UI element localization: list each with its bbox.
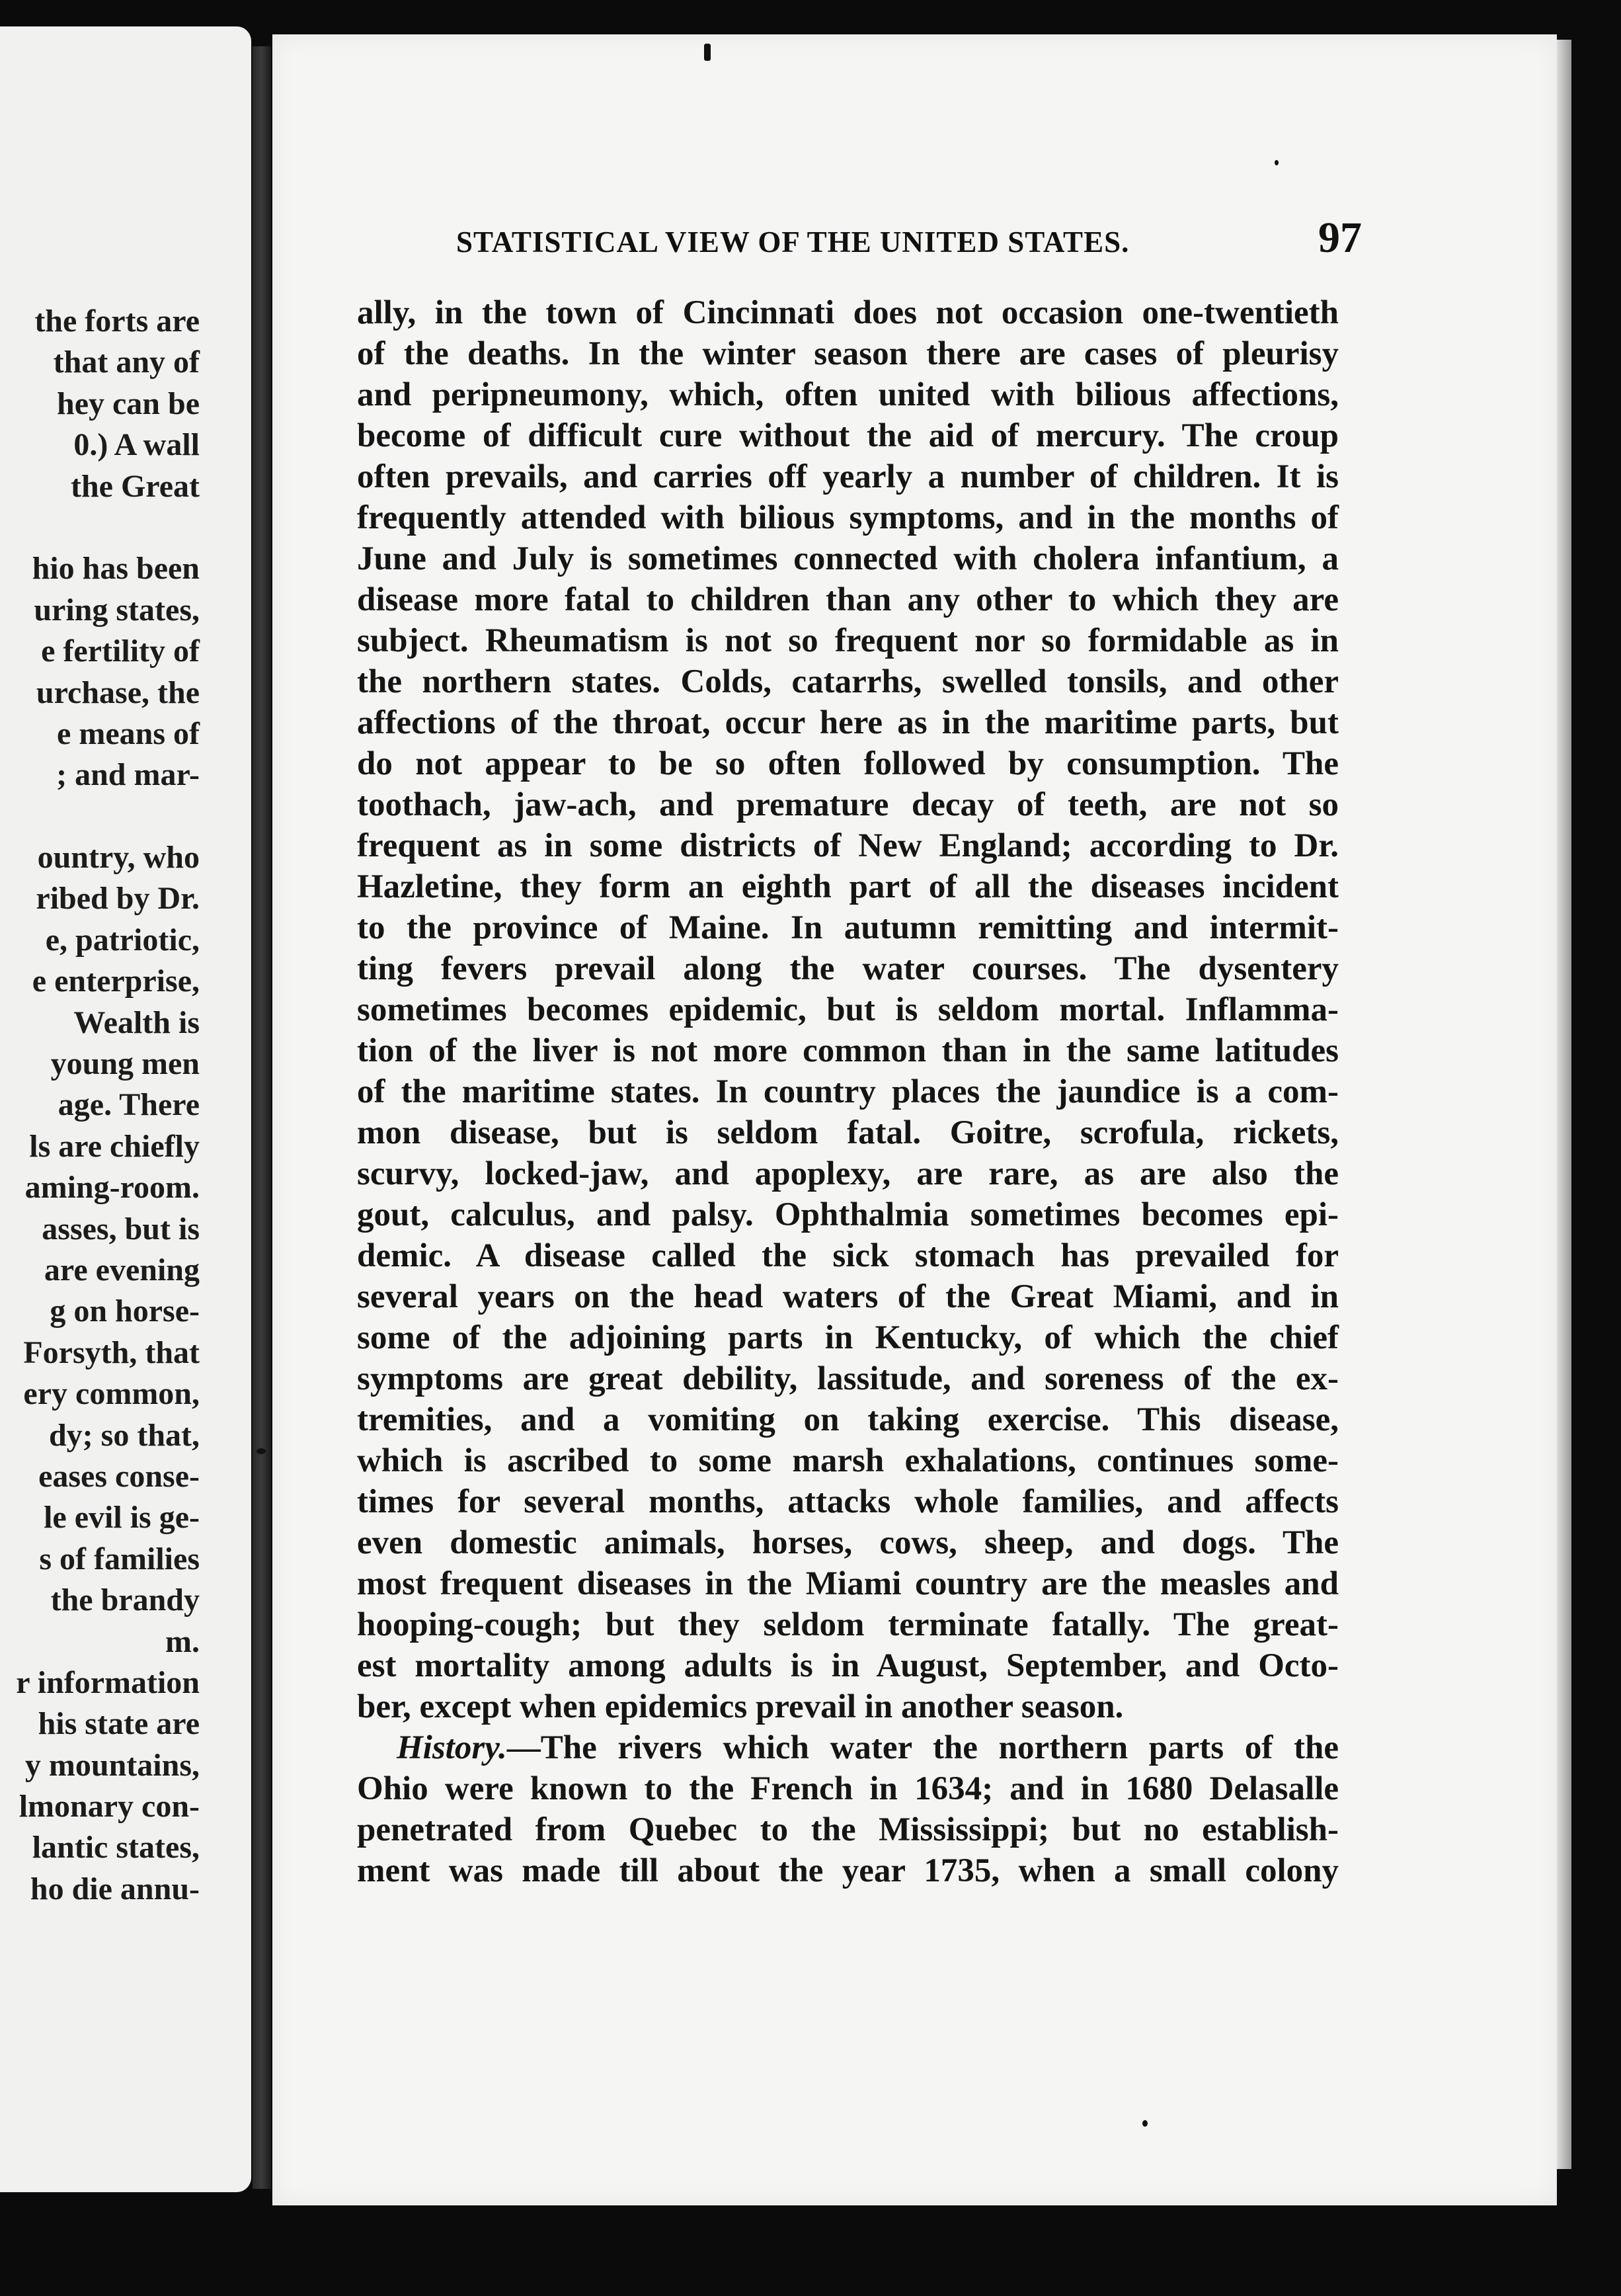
facing-page-fragment: hey can be: [57, 386, 200, 421]
facing-page-fragment: Forsyth, that: [23, 1334, 200, 1370]
body-line: mon disease, but is seldom fatal. Goitre, scrofula, rickets,: [357, 1114, 1339, 1151]
body-line: affections of the throat, occur here as in the maritime parts, but: [357, 704, 1339, 741]
facing-page-fragment: the forts are: [34, 304, 200, 339]
facing-page-fragment: asses, but is: [42, 1211, 200, 1247]
body-line: ally, in the town of Cincinnati does not occasion one-twentieth: [357, 294, 1339, 331]
facing-page-fragment: ls are chiefly: [29, 1128, 200, 1164]
facing-page-fragment: [16, 796, 200, 837]
page-number: 97: [1318, 214, 1362, 262]
body-line: Hazletine, they form an eighth part of all the diseases incident: [357, 868, 1339, 905]
body-line: several years on the head waters of the Great Miami, and in: [357, 1278, 1339, 1315]
facing-page-fragment: y mountains,: [24, 1747, 200, 1783]
history-lines: [357, 1768, 1339, 1891]
body-line: most frequent diseases in the Miami country are the measles and: [357, 1565, 1339, 1602]
body-lines: [357, 292, 1339, 1727]
facing-page-fragment: e means of: [57, 716, 200, 751]
body-line: subject. Rheumatism is not so frequent nor so formidable as in: [357, 622, 1339, 659]
body-line: which is ascribed to some marsh exhalations, continues some-: [357, 1442, 1339, 1479]
body-line: gout, calculus, and palsy. Ophthalmia sometimes becomes epi-: [357, 1196, 1339, 1233]
facing-page-fragment: uring states,: [34, 592, 200, 628]
facing-page-fragment: young men: [50, 1046, 200, 1082]
body-line: tremities, and a vomiting on taking exercise. This disease,: [357, 1401, 1339, 1438]
facing-page-fragment: [16, 507, 200, 548]
body-line: scurvy, locked-jaw, and apoplexy, are rare, as are also the: [357, 1155, 1339, 1192]
facing-page-fragment: dy; so that,: [48, 1417, 200, 1453]
facing-page-fragment: s of families: [39, 1541, 200, 1577]
facing-page-fragment: are evening: [44, 1252, 200, 1288]
facing-page-fragment: the Great: [70, 468, 200, 504]
body-line: ber, except when epidemics prevail in another season.: [357, 1688, 1124, 1725]
facing-page-fragment: his state are: [38, 1706, 200, 1742]
body-line: of the deaths. In the winter season there are cases of pleurisy: [357, 335, 1339, 372]
history-first-line-text: —The rivers which water the northern parts of the: [506, 1729, 1339, 1766]
facing-page-fragment: age. There: [58, 1087, 200, 1123]
body-line: often prevails, and carries off yearly a number of children. It is: [357, 458, 1339, 495]
history-line: penetrated from Quebec to the Mississippi; but no establish-: [357, 1811, 1339, 1848]
facing-page-fragment: hio has been: [32, 551, 200, 587]
facing-page-fragment: Wealth is: [73, 1004, 200, 1040]
body-line: tion of the liver is not more common than in the same latitudes: [357, 1032, 1339, 1069]
body-line: times for several months, attacks whole families, and affects: [357, 1483, 1339, 1520]
facing-page-fragment: lantic states,: [32, 1830, 200, 1866]
body-line: of the maritime states. In country places the jaundice is a com-: [357, 1073, 1339, 1110]
body-line: the northern states. Colds, catarrhs, swelled tonsils, and other: [357, 663, 1339, 700]
running-header: [456, 213, 1362, 263]
facing-page-fragment: that any of: [53, 345, 200, 380]
facing-page-fragment: aming-room.: [24, 1170, 200, 1206]
body-line: ting fevers prevail along the water courses. The dysentery: [357, 950, 1339, 987]
body-text: [357, 292, 1339, 1891]
facing-page-left: [0, 26, 251, 2192]
facing-page-fragment: e fertility of: [41, 634, 200, 669]
facing-page-fragment: g on horse-: [50, 1293, 200, 1329]
body-line: symptoms are great debility, lassitude, and soreness of the ex-: [357, 1360, 1339, 1397]
facing-page-fragment: ; and mar-: [56, 757, 200, 793]
history-line: ment was made till about the year 1735, when a small colony: [357, 1852, 1339, 1889]
page-edge: [1557, 40, 1571, 2169]
history-heading: History.: [397, 1729, 507, 1766]
running-title: STATISTICAL VIEW OF THE UNITED STATES.: [456, 226, 1130, 259]
facing-page-fragment: ery common,: [23, 1376, 200, 1412]
book-spine: [253, 46, 271, 2189]
print-speck: [704, 44, 711, 61]
body-line: toothach, jaw-ach, and premature decay of teeth, are not so: [357, 786, 1339, 823]
body-line: est mortality among adults is in August, September, and Octo-: [357, 1647, 1339, 1684]
body-line: become of difficult cure without the aid of mercury. The croup: [357, 417, 1339, 454]
facing-page-fragment: ountry, who: [37, 840, 200, 876]
facing-page-fragment: the brandy: [50, 1582, 200, 1618]
facing-page-fragment: eases conse-: [38, 1458, 200, 1494]
body-line: June and July is sometimes connected with cholera infantium, a: [357, 540, 1339, 577]
facing-page-fragment: e enterprise,: [32, 964, 200, 999]
facing-page-fragment: urchase, the: [36, 675, 200, 710]
body-line: sometimes becomes epidemic, but is seldom mortal. Inflamma-: [357, 991, 1339, 1028]
facing-page-fragment: e, patriotic,: [45, 922, 200, 958]
facing-page-fragment: lmonary con-: [19, 1789, 200, 1824]
history-paragraph-first-line: [357, 1727, 1339, 1768]
facing-page-fragment: r information: [16, 1664, 200, 1700]
body-line: frequent as in some districts of New England; according to Dr.: [357, 827, 1339, 864]
facing-page-fragment: ho die annu-: [30, 1871, 200, 1906]
facing-page-text-fragments: [16, 301, 200, 1910]
body-line: do not appear to be so often followed by consumption. The: [357, 745, 1339, 782]
print-speck: [257, 1448, 266, 1454]
body-line: disease more fatal to children than any other to which they are: [357, 581, 1339, 618]
body-line: and peripneumony, which, often united with bilious affections,: [357, 376, 1339, 413]
facing-page-fragment: m.: [165, 1623, 200, 1659]
body-line: frequently attended with bilious symptoms, and in the months of: [357, 499, 1339, 536]
body-line: some of the adjoining parts in Kentucky, of which the chief: [357, 1319, 1339, 1356]
facing-page-fragment: ribed by Dr.: [36, 881, 200, 917]
body-line: even domestic animals, horses, cows, sheep, and dogs. The: [357, 1524, 1339, 1561]
facing-page-fragment: le evil is ge-: [44, 1500, 200, 1536]
print-speck: [1142, 2120, 1148, 2127]
body-line: hooping-cough; but they seldom terminate fatally. The great-: [357, 1606, 1339, 1643]
history-line: Ohio were known to the French in 1634; and in 1680 Delasalle: [357, 1770, 1339, 1807]
facing-page-fragment: 0.) A wall: [73, 427, 200, 463]
body-line: demic. A disease called the sick stomach has prevailed for: [357, 1237, 1339, 1274]
body-line: to the province of Maine. In autumn remitting and intermit-: [357, 909, 1339, 946]
print-speck: [1275, 160, 1279, 165]
